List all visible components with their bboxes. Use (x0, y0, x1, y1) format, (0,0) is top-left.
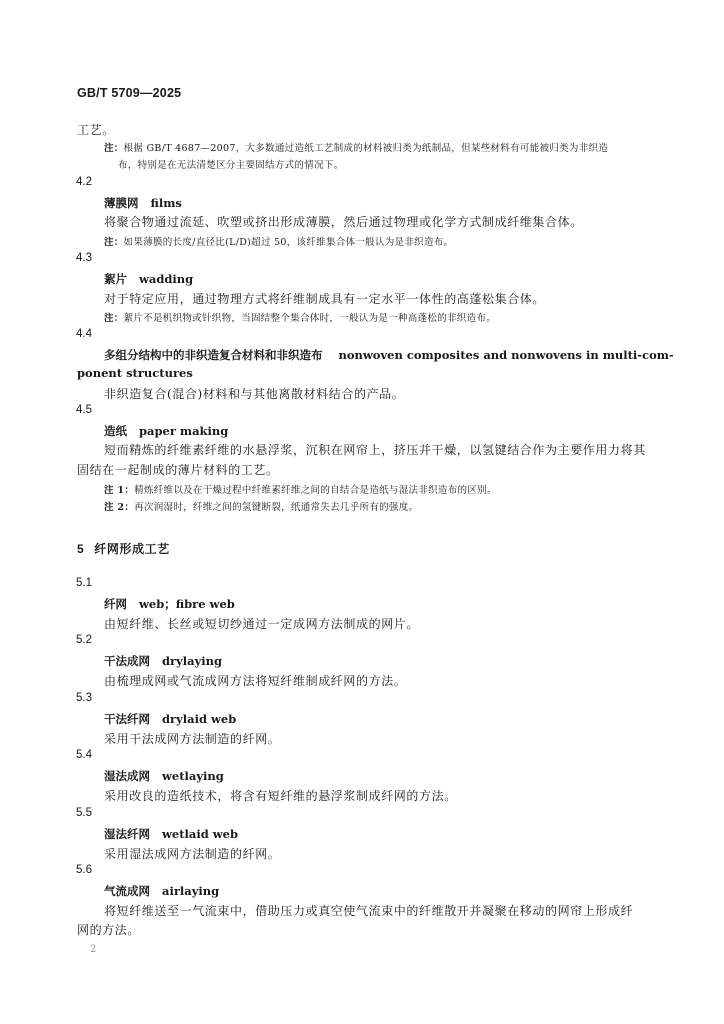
term-definition: 采用改良的造纸技术，将含有短纤维的悬浮浆制成纤网的方法。 (104, 789, 457, 803)
term-heading: 薄膜网 films (104, 196, 182, 210)
term-heading: 干法成网 drylaying (104, 654, 223, 668)
clause-number: 4.4 (76, 328, 92, 340)
clause-number: 5.2 (76, 634, 92, 646)
note-1: 注 1：精炼纤维以及在干燥过程中纤维素纤维之间的自结合是造纸与湿法非织造布的区别。 (104, 485, 497, 496)
clause-number: 5.6 (76, 864, 92, 876)
term-definition: 由短纤维、长丝或短切纱通过一定成网方法制成的网片。 (104, 617, 420, 631)
term-heading-continuation: ponent structures (77, 366, 193, 380)
term-definition: 采用湿法成网方法制造的纤网。 (104, 847, 281, 861)
term-heading: 湿法成网 wetlaying (104, 769, 224, 783)
clause-number: 5.3 (76, 692, 92, 704)
term-heading: 多组分结构中的非织造复合材料和非织造布 nonwoven composites and nonwovens in multi-com- (104, 348, 674, 362)
term-heading: 湿法纤网 wetlaid web (104, 827, 239, 841)
note: 注：如果薄膜的长度/直径比(L/D)超过 50，该纤维集合体一般认为是非织造布。 (104, 237, 454, 248)
document-header: GB/T 5709—2025 (77, 86, 182, 100)
term-definition: 非织造复合(混合)材料和与其他离散材料结合的产品。 (104, 387, 405, 401)
term-definition: 采用干法成网方法制造的纤网。 (104, 732, 281, 746)
term-definition: 将短纤维送至一气流束中，借助压力或真空使气流束中的纤维散开并凝聚在移动的网帘上形成纤 (104, 904, 634, 918)
note: 注：根据 GB/T 4687—2007，大多数通过造纸工艺制成的材料被归类为纸制品，但某些材料有可能被归类为非织造 (104, 143, 609, 154)
term-heading: 絮片 wadding (104, 272, 194, 286)
note: 注：絮片不是机织物或针织物，当固结整个集合体时，一般认为是一种高蓬松的非织造布。 (104, 313, 497, 324)
term-definition-continuation: 网的方法。 (77, 923, 141, 937)
clause-number: 5.1 (76, 577, 92, 589)
clause-number: 4.3 (76, 252, 92, 264)
clause-number: 5.4 (76, 749, 92, 761)
note-continuation: 布，特别是在无法清楚区分主要固结方式的情况下。 (118, 160, 344, 171)
term-definition: 由梳理成网或气流成网方法将短纤维制成纤网的方法。 (104, 674, 407, 688)
term-heading: 干法纤网 drylaid web (104, 712, 237, 726)
term-definition-continuation: 固结在一起制成的薄片材料的工艺。 (77, 463, 279, 477)
section-heading: 5 纤网形成工艺 (77, 542, 170, 556)
clause-number: 4.5 (76, 404, 92, 416)
term-definition: 短而精炼的纤维素纤维的水悬浮浆，沉积在网帘上，挤压并干燥，以氢键结合作为主要作用力将其 (104, 443, 646, 457)
term-definition: 对于特定应用，通过物理方式将纤维制成具有一定水平一体性的高蓬松集合体。 (104, 292, 546, 306)
clause-number: 4.2 (76, 176, 92, 188)
note-2: 注 2：再次润湿时，纤维之间的氢键断裂，纸通常失去几乎所有的强度。 (104, 502, 419, 513)
page-number: 2 (90, 944, 97, 955)
term-definition: 将聚合物通过流延、吹塑或挤出形成薄膜，然后通过物理或化学方式制成纤维集合体。 (104, 215, 583, 229)
term-heading: 纤网 web；fibre web (104, 597, 235, 611)
term-heading: 气流成网 airlaying (104, 884, 220, 898)
continuation-text: 工艺。 (77, 123, 115, 137)
term-heading: 造纸 paper making (104, 424, 229, 438)
clause-number: 5.5 (76, 807, 92, 819)
